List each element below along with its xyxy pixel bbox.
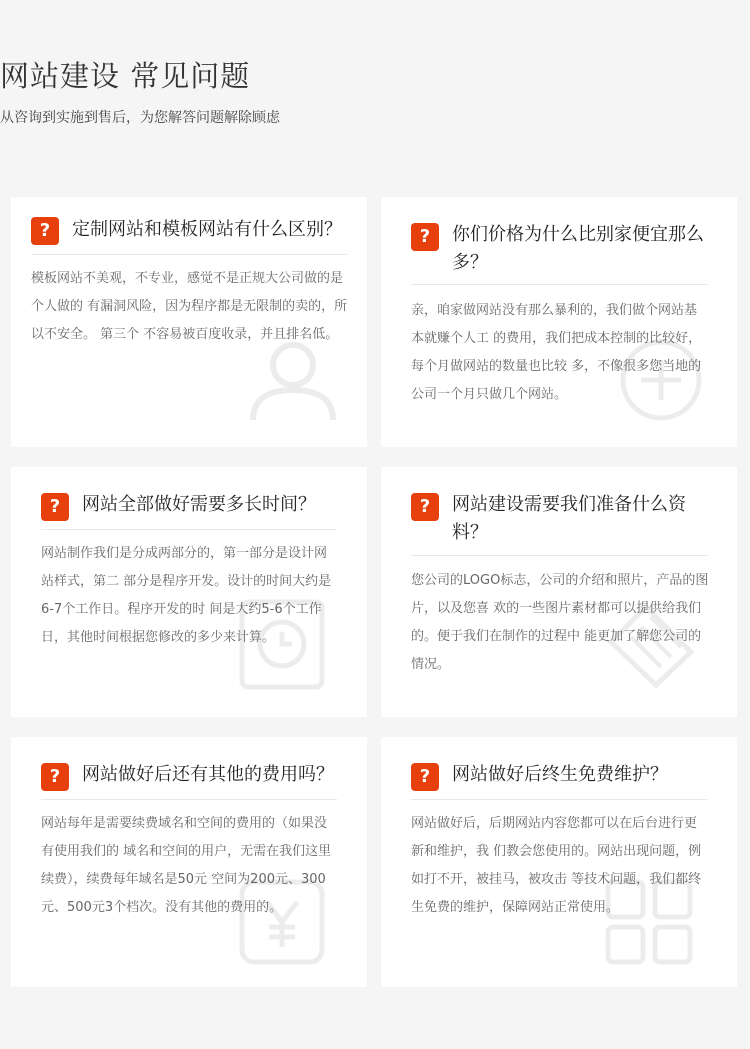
divider — [411, 555, 707, 556]
faq-answer: 网站制作我们是分成两部分的，第一部分是设计网站样式，第二 部分是程序开发。设计的时间大约是6-7个工作日。程序开发的时 间是大约5-6个工作日，其他时间根据您修改的多少来计算。 — [41, 546, 332, 645]
faq-question: 网站全部做好需要多长时间？ — [82, 494, 316, 515]
faq-card — [381, 467, 737, 717]
faq-answer: 亲，咱家做网站没有那么暴利的，我们做个网站基本就赚个人工 的费用，我们把成本控制的比较好，每个月做网站的数量也比较 多，不像很多您当地的公司一个月只做几个网站。 — [411, 303, 702, 402]
divider — [41, 529, 337, 530]
question-mark-icon: ? — [411, 763, 439, 791]
divider — [31, 254, 347, 255]
divider — [411, 799, 707, 800]
faq-card — [11, 737, 367, 987]
divider — [411, 284, 707, 285]
faq-card — [381, 197, 737, 447]
faq-answer: 您公司的LOGO标志，公司的介绍和照片，产品的图片，以及您喜 欢的一些图片素材都可以提供给我们的。便于我们在制作的过程中 能更加了解您公司的情况。 — [411, 573, 709, 672]
faq-question: 网站建设需要我们准备什么资料？ — [452, 494, 686, 543]
question-mark-icon: ? — [41, 763, 69, 791]
question-mark-icon: ? — [411, 493, 439, 521]
divider — [41, 799, 337, 800]
faq-card — [11, 467, 367, 717]
question-mark-icon: ? — [41, 493, 69, 521]
faq-answer: 网站做好后，后期网站内容您都可以在后台进行更新和维护，我 们教会您使用的。网站出现问题，例如打不开，被挂马，被攻击 等技术问题，我们都终生免费的维护，保障网站正常使用。 — [411, 816, 702, 915]
faq-question: 你们价格为什么比别家便宜那么多？ — [452, 224, 704, 273]
question-mark-icon: ? — [411, 223, 439, 251]
faq-question: 网站做好后还有其他的费用吗？ — [82, 764, 334, 785]
faq-answer: 模板网站不美观，不专业，感觉不是正规大公司做的是个人做的 有漏洞风险，因为程序都是无限制的卖的，所以不安全。 第三个 不容易被百度收录，并且排名低。 — [31, 271, 348, 342]
faq-answer: 网站每年是需要续费域名和空间的费用的（如果没有使用我们的 域名和空间的用户，无需在我们这里续费），续费每年域名是50元 空间为200元、300元、500元3个档次。没有其他的费用的。 — [41, 816, 332, 915]
question-mark-icon: ? — [31, 217, 59, 245]
page-subtitle: 从咨询到实施到售后，为您解答问题解除顾虑 — [0, 110, 280, 126]
faq-card — [11, 197, 367, 447]
faq-question: 网站做好后终生免费维护？ — [452, 764, 668, 785]
faq-card — [381, 737, 737, 987]
page-title: 网站建设 常见问题 — [0, 59, 251, 93]
faq-question: 定制网站和模板网站有什么区别？ — [72, 219, 342, 240]
